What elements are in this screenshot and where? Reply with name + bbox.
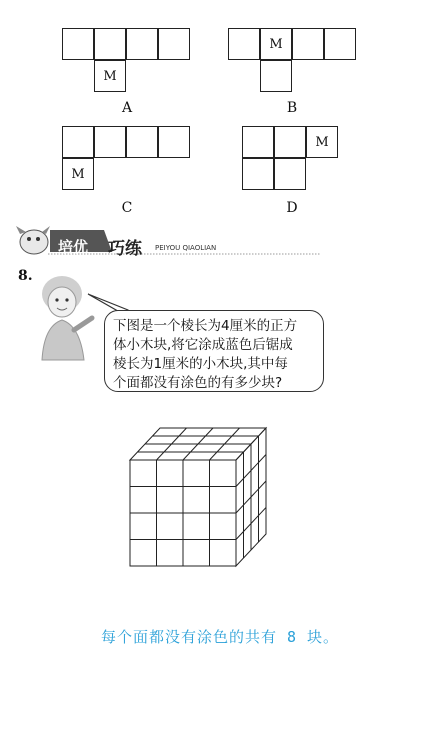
section-title-part1: 培优 bbox=[58, 238, 89, 256]
net-cell bbox=[158, 126, 190, 158]
question-bubble bbox=[104, 310, 324, 392]
question-line: 下图是一个棱长为4厘米的正方 bbox=[113, 318, 298, 334]
net-cell bbox=[158, 28, 190, 60]
answer-text: 每个面都没有涂色的共有 8 块。 bbox=[100, 628, 340, 646]
mascot-icon bbox=[16, 226, 50, 254]
net-cell-marked: M bbox=[94, 60, 126, 92]
net-cell bbox=[324, 28, 356, 60]
net-cell bbox=[94, 28, 126, 60]
section-subtitle: PEIYOU QIAOLIAN bbox=[155, 244, 217, 252]
section-title-part2: 巧练 bbox=[108, 239, 142, 259]
option-label-d: D bbox=[286, 200, 298, 216]
cube-figure bbox=[120, 420, 280, 580]
net-cell bbox=[292, 28, 324, 60]
net-cell bbox=[228, 28, 260, 60]
question-number: 8. bbox=[18, 268, 33, 284]
net-cell bbox=[260, 60, 292, 92]
net-cell bbox=[242, 126, 274, 158]
question-line: 个面都没有涂色的有多少块? bbox=[113, 375, 283, 391]
net-cell bbox=[126, 126, 158, 158]
option-label-c: C bbox=[121, 200, 133, 216]
question-line: 棱长为1厘米的小木块,其中每 bbox=[113, 356, 288, 372]
net-cell bbox=[62, 126, 94, 158]
net-cell bbox=[94, 126, 126, 158]
net-cell bbox=[242, 158, 274, 190]
net-cell bbox=[274, 126, 306, 158]
option-label-b: B bbox=[286, 100, 298, 116]
net-cell-marked: M bbox=[306, 126, 338, 158]
net-cell bbox=[62, 28, 94, 60]
net-cell bbox=[126, 28, 158, 60]
net-cell-marked: M bbox=[260, 28, 292, 60]
option-label-a: A bbox=[121, 100, 133, 116]
question-line: 体小木块,将它涂成蓝色后锯成 bbox=[113, 337, 293, 353]
net-cell-marked: M bbox=[62, 158, 94, 190]
net-cell bbox=[274, 158, 306, 190]
